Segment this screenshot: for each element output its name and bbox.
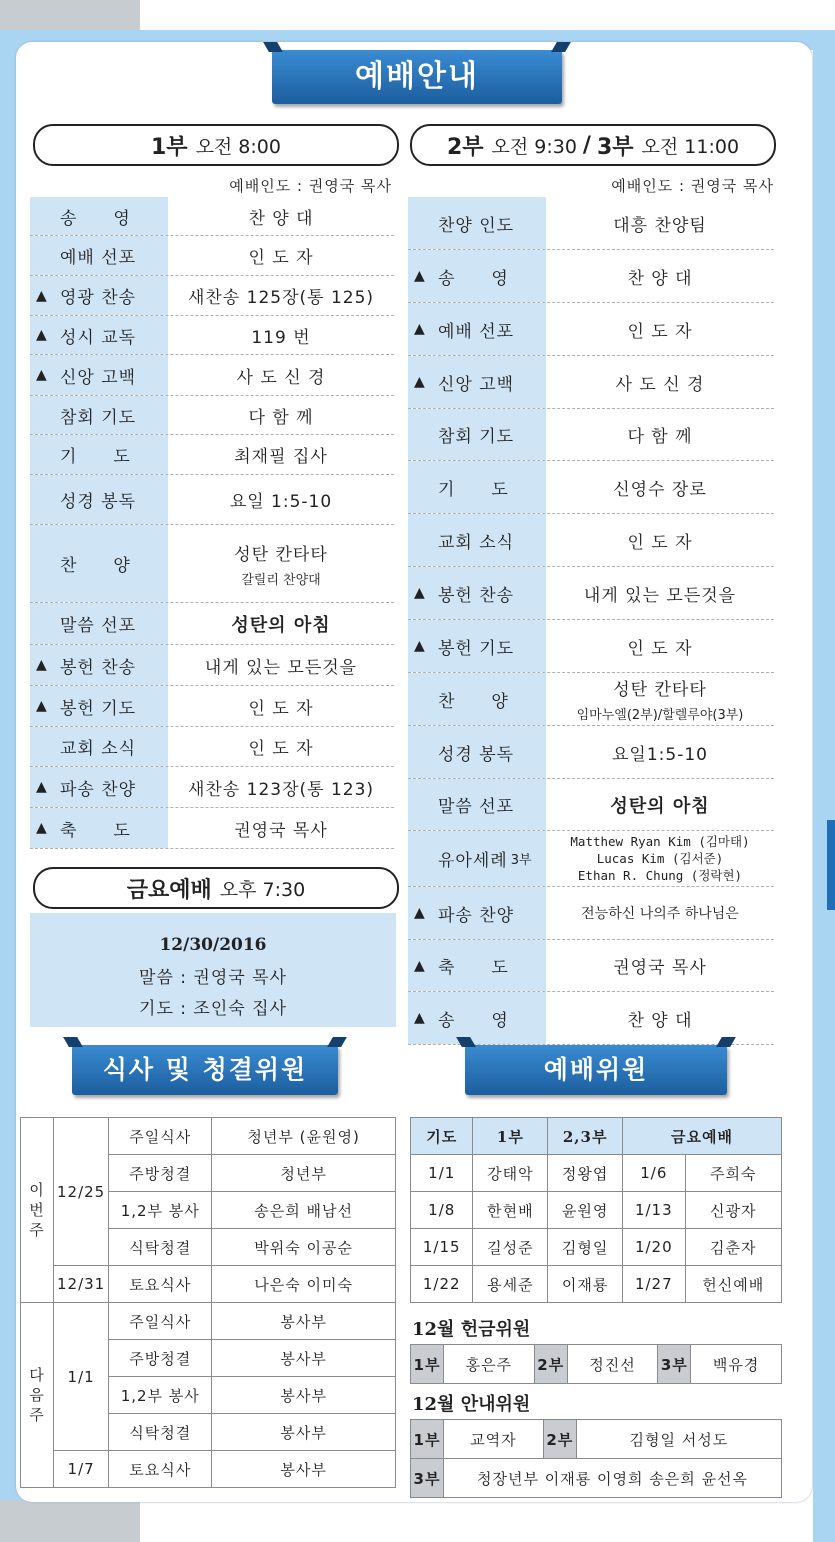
usher-table-row1 <box>410 1419 782 1459</box>
order-value <box>546 831 774 886</box>
worship-cell: 1/6 <box>623 1155 685 1192</box>
bottom-gray-block <box>0 1500 140 1542</box>
baptism-name: Matthew Ryan Kim (김마태) <box>570 834 750 849</box>
order-label <box>408 779 546 830</box>
order-value-text: 성탄의 아침 <box>231 614 331 636</box>
order-label-text: 신앙 고백 <box>438 374 515 395</box>
triangle-mark: ▲ <box>36 820 48 836</box>
order-label <box>30 396 168 434</box>
order-value-text: 권영국 목사 <box>613 958 707 978</box>
order-label-text: 말씀 선포 <box>60 616 137 636</box>
worship-cell: 1/22 <box>411 1266 473 1303</box>
order-label-text: 성경 봉독 <box>438 744 515 765</box>
triangle-mark: ▲ <box>36 287 48 304</box>
order-label <box>408 673 546 725</box>
order-label <box>30 686 168 726</box>
order-value <box>546 940 774 991</box>
worship-header-row <box>411 1118 782 1155</box>
order-label-text: 송 영 <box>438 268 509 289</box>
worship-title: 예배위원 <box>543 1055 649 1084</box>
order-label <box>408 197 546 249</box>
order-row <box>30 686 394 727</box>
meal-assignee: 송은희 배남선 <box>212 1192 396 1229</box>
worship-cell: 이재룡 <box>548 1266 623 1303</box>
usher-service: 2부 <box>543 1420 576 1459</box>
service2-time: 오전 9:30 <box>491 135 577 158</box>
page-title: 예배안내 <box>355 59 479 94</box>
order-value-sub: 갈릴리 찬양대 <box>241 572 321 588</box>
meal-date: 12/31 <box>54 1266 109 1303</box>
order-label-text: 찬 양 <box>60 556 131 576</box>
service1-leader: 예배인도 : 권영국 목사 <box>229 177 392 195</box>
order-label-text: 봉헌 기도 <box>438 638 515 659</box>
offering-row <box>411 1345 782 1384</box>
worship-header-cell: 2,3부 <box>548 1118 623 1155</box>
order-row <box>408 831 774 887</box>
usher-title: 12월 안내위원 <box>412 1394 531 1415</box>
order-label <box>30 276 168 315</box>
order-value <box>546 250 774 302</box>
order-value-text: 찬 양 대 <box>627 1010 693 1031</box>
order-value-text: 성탄 칸타타 <box>613 680 707 700</box>
meal-row <box>21 1451 396 1488</box>
order-row <box>408 514 774 567</box>
service3-name: 3부 <box>596 134 634 160</box>
meal-assignee: 봉사부 <box>212 1303 396 1340</box>
worship-cell: 헌신예배 <box>685 1266 781 1303</box>
order-label-text: 봉헌 찬송 <box>60 657 137 678</box>
triangle-mark: ▲ <box>36 367 48 383</box>
meal-assignee: 봉사부 <box>212 1340 396 1377</box>
order-row <box>408 250 774 303</box>
order-label <box>30 236 168 275</box>
order-row <box>30 727 394 767</box>
friday-name: 금요예배 <box>126 877 212 903</box>
meal-duty: 1,2부 봉사 <box>109 1377 212 1414</box>
order-row <box>30 276 394 316</box>
offering-names: 홍은주 <box>444 1345 535 1384</box>
meal-date: 1/1 <box>54 1303 109 1451</box>
order-row <box>30 603 394 645</box>
worship-cell: 용세준 <box>473 1266 548 1303</box>
worship-cell: 김춘자 <box>685 1229 781 1266</box>
order-row <box>30 808 394 849</box>
order-label-text: 성경 봉독 <box>60 492 137 512</box>
service23-header <box>410 124 776 166</box>
baptism-name: Ethan R. Chung (정락현) <box>577 868 743 883</box>
friday-box <box>30 913 396 1027</box>
meal-assignee: 청년부 <box>212 1155 396 1192</box>
order-value <box>168 645 394 685</box>
order-row <box>408 940 774 992</box>
order-row <box>408 726 774 779</box>
service1-order <box>30 197 394 849</box>
usher-row <box>411 1459 782 1498</box>
worship-banner <box>465 1045 727 1095</box>
meal-duty: 1,2부 봉사 <box>109 1192 212 1229</box>
meal-duty: 식탁청결 <box>109 1414 212 1451</box>
order-label-text: 기 도 <box>60 447 131 467</box>
order-value <box>168 767 394 807</box>
meal-assignee: 봉사부 <box>212 1377 396 1414</box>
worship-cell: 1/15 <box>411 1229 473 1266</box>
order-value-text: 다 함 께 <box>627 427 693 447</box>
triangle-mark: ▲ <box>414 374 426 390</box>
order-label <box>408 726 546 778</box>
order-label <box>408 514 546 566</box>
meal-duty: 주일식사 <box>109 1118 212 1155</box>
order-row <box>408 409 774 461</box>
worship-row <box>411 1229 782 1266</box>
order-value <box>546 673 774 725</box>
order-value-text: 인 도 자 <box>627 638 693 659</box>
order-value-text: 요일1:5-10 <box>612 744 708 765</box>
order-row <box>408 567 774 620</box>
order-value <box>546 567 774 619</box>
order-label <box>30 603 168 644</box>
offering-table <box>410 1344 782 1384</box>
order-value <box>168 435 394 474</box>
order-value <box>168 316 394 354</box>
order-value <box>546 620 774 672</box>
worship-cell: 김형일 <box>548 1229 623 1266</box>
order-row <box>408 620 774 673</box>
order-row <box>408 461 774 514</box>
meal-duty: 주방청결 <box>109 1340 212 1377</box>
order-label-text: 예배 선포 <box>60 248 137 268</box>
order-label-sub: 3부 <box>510 853 532 868</box>
meal-duty: 토요식사 <box>109 1451 212 1488</box>
worship-cell: 정왕엽 <box>548 1155 623 1192</box>
worship-cell: 1/8 <box>411 1192 473 1229</box>
order-label <box>408 250 546 302</box>
meal-assignee: 나은숙 이미숙 <box>212 1266 396 1303</box>
order-label <box>408 831 546 886</box>
meal-date: 1/7 <box>54 1451 109 1488</box>
worship-row <box>411 1155 782 1192</box>
friday-date: 12/30/2016 <box>159 935 267 955</box>
order-row <box>30 396 394 435</box>
order-row <box>30 645 394 686</box>
order-label-text: 교회 소식 <box>438 532 515 553</box>
triangle-mark: ▲ <box>414 585 426 601</box>
order-row <box>408 356 774 409</box>
usher-service: 1부 <box>411 1420 444 1459</box>
next-week-label: 다 음 주 <box>21 1303 54 1488</box>
order-value <box>546 356 774 408</box>
order-label-text: 신앙 고백 <box>60 367 137 388</box>
order-value <box>546 303 774 355</box>
order-value <box>546 461 774 513</box>
order-value-text: 새찬송 125장(통 125) <box>187 288 375 308</box>
order-label-text: 참회 기도 <box>60 407 137 428</box>
order-value <box>168 355 394 395</box>
meal-date: 12/25 <box>54 1118 109 1266</box>
order-value-text: 성탄의 아침 <box>610 795 710 817</box>
order-value <box>546 409 774 460</box>
meal-duty: 토요식사 <box>109 1266 212 1303</box>
triangle-mark: ▲ <box>414 268 426 284</box>
usher-names: 김형일 서성도 <box>576 1420 781 1459</box>
worship-cell: 주희숙 <box>685 1155 781 1192</box>
offering-service: 1부 <box>411 1345 444 1384</box>
order-label-text: 말씀 선포 <box>438 797 515 817</box>
order-row <box>30 435 394 475</box>
meal-title: 식사 및 청결위원 <box>102 1055 308 1084</box>
order-value-text: 사 도 신 경 <box>236 367 326 388</box>
offering-service: 3부 <box>658 1345 691 1384</box>
order-value <box>546 726 774 778</box>
service-separator: / <box>582 132 591 158</box>
order-row <box>30 525 394 603</box>
order-value <box>168 603 394 644</box>
worship-cell: 1/27 <box>623 1266 685 1303</box>
worship-cell: 윤원영 <box>548 1192 623 1229</box>
order-value <box>168 525 394 602</box>
title-banner <box>272 50 562 104</box>
order-label <box>408 461 546 513</box>
worship-cell: 강태악 <box>473 1155 548 1192</box>
worship-header-cell: 금요예배 <box>623 1118 782 1155</box>
order-label-text: 교회 소식 <box>60 739 137 759</box>
order-value <box>168 276 394 315</box>
triangle-mark: ▲ <box>36 698 48 714</box>
order-label <box>30 727 168 766</box>
order-label <box>30 808 168 848</box>
order-label <box>30 525 168 602</box>
usher-names: 청장년부 이재룡 이영희 송은희 윤선옥 <box>444 1459 782 1498</box>
offering-title: 12월 헌금위원 <box>412 1319 531 1340</box>
order-row <box>30 355 394 396</box>
worship-cell: 1/13 <box>623 1192 685 1229</box>
order-value <box>546 887 774 939</box>
triangle-mark: ▲ <box>414 957 426 974</box>
order-value-text: 새찬송 123장(통 123) <box>187 779 375 800</box>
friday-time: 오후 7:30 <box>219 878 306 901</box>
order-label-text: 봉헌 기도 <box>60 698 137 719</box>
right-accent-bar <box>827 820 835 910</box>
order-value <box>168 727 394 766</box>
order-value-text: 119 번 <box>251 327 311 348</box>
order-label-text: 찬양 인도 <box>438 215 515 236</box>
order-value <box>168 396 394 434</box>
triangle-mark: ▲ <box>414 321 426 337</box>
order-label-text: 축 도 <box>60 820 131 841</box>
order-label <box>30 355 168 395</box>
order-label-text: 송 영 <box>438 1010 509 1031</box>
usher-names: 교역자 <box>444 1420 544 1459</box>
meal-assignee: 봉사부 <box>212 1451 396 1488</box>
order-label <box>30 197 168 235</box>
worship-cell: 1/20 <box>623 1229 685 1266</box>
order-value-text: 신영수 장로 <box>613 479 707 500</box>
offering-names: 정진선 <box>567 1345 658 1384</box>
order-row <box>408 303 774 356</box>
usher-table-row2 <box>410 1458 782 1498</box>
service1-header <box>33 124 399 166</box>
order-value-text: 인 도 자 <box>248 698 314 719</box>
baptism-name: Lucas Kim (김서준) <box>596 851 724 866</box>
order-value-text: 찬 양 대 <box>627 268 693 289</box>
order-label-text: 파송 찬양 <box>60 779 137 800</box>
this-week-label: 이 번 주 <box>21 1118 54 1303</box>
order-label-text: 기 도 <box>438 479 509 500</box>
order-label-text: 파송 찬양 <box>438 905 515 926</box>
order-value <box>168 236 394 275</box>
meal-table <box>20 1117 396 1488</box>
order-value-text: 내게 있는 모든것을 <box>204 657 358 678</box>
worship-row <box>411 1266 782 1303</box>
triangle-mark: ▲ <box>414 905 426 921</box>
service23-leader: 예배인도 : 권영국 목사 <box>611 177 774 195</box>
triangle-mark: ▲ <box>36 327 48 343</box>
order-value <box>546 197 774 249</box>
order-value <box>168 808 394 848</box>
order-label <box>408 620 546 672</box>
order-label-text: 예배 선포 <box>438 321 515 342</box>
meal-assignee: 청년부 (윤원영) <box>212 1118 396 1155</box>
worship-cell: 1/1 <box>411 1155 473 1192</box>
meal-duty: 주방청결 <box>109 1155 212 1192</box>
order-value-text: 내게 있는 모든것을 <box>583 585 737 606</box>
order-value-text: 대흥 찬양팀 <box>613 215 707 236</box>
order-label-text: 송 영 <box>60 208 131 229</box>
order-label-text: 성시 교독 <box>60 327 137 348</box>
order-value-text: 전능하신 나의주 하나님은 <box>581 906 739 922</box>
order-label <box>30 475 168 524</box>
service3-time: 오전 11:00 <box>641 135 740 158</box>
order-value-text: 인 도 자 <box>248 248 314 268</box>
service1-name: 1부 <box>151 134 188 160</box>
right-blue-band <box>813 30 835 1542</box>
order-row <box>30 767 394 808</box>
order-value <box>168 475 394 524</box>
meal-banner <box>72 1045 338 1095</box>
order-label <box>408 356 546 408</box>
meal-assignee: 봉사부 <box>212 1414 396 1451</box>
order-value-text: 요일 1:5-10 <box>229 492 333 512</box>
order-value-text: 사 도 신 경 <box>615 374 705 395</box>
service23-order <box>408 197 774 1045</box>
meal-row <box>21 1303 396 1340</box>
order-value <box>546 514 774 566</box>
worship-header-cell: 1부 <box>473 1118 548 1155</box>
order-label <box>408 303 546 355</box>
order-value-text: 인 도 자 <box>248 739 314 759</box>
order-value-text: 최재필 집사 <box>234 447 328 467</box>
triangle-mark: ▲ <box>36 657 48 673</box>
order-row <box>30 236 394 276</box>
order-value-text: 인 도 자 <box>627 532 693 553</box>
order-row <box>408 197 774 250</box>
service2-name: 2부 <box>446 134 484 160</box>
order-value-sub: 임마누엘(2부)/할렐루야(3부) <box>576 708 744 723</box>
order-label <box>408 887 546 939</box>
worship-header-cell: 기도 <box>411 1118 473 1155</box>
worship-cell: 길성준 <box>473 1229 548 1266</box>
meal-row <box>21 1266 396 1303</box>
order-label <box>30 645 168 685</box>
order-label <box>408 940 546 991</box>
order-value-text: 인 도 자 <box>627 321 693 342</box>
usher-service: 3부 <box>411 1459 444 1498</box>
order-value <box>168 197 394 235</box>
order-label-text: 봉헌 찬송 <box>438 585 515 606</box>
order-value <box>546 992 774 1044</box>
order-value-text: 권영국 목사 <box>234 820 328 841</box>
order-label-text: 영광 찬송 <box>60 288 137 308</box>
order-label-text: 축 도 <box>438 958 509 978</box>
worship-table <box>410 1117 782 1303</box>
order-label-text: 참회 기도 <box>438 427 515 447</box>
offering-service: 2부 <box>534 1345 567 1384</box>
worship-cell: 신광자 <box>685 1192 781 1229</box>
order-value <box>546 779 774 830</box>
triangle-mark: ▲ <box>414 638 426 654</box>
order-row <box>30 316 394 355</box>
offering-names: 백유경 <box>691 1345 782 1384</box>
order-label <box>408 567 546 619</box>
worship-cell: 한현배 <box>473 1192 548 1229</box>
order-label-text: 찬 양 <box>438 691 509 712</box>
order-row <box>408 779 774 831</box>
meal-row <box>21 1118 396 1155</box>
worship-row <box>411 1192 782 1229</box>
order-label <box>408 992 546 1044</box>
order-row <box>30 475 394 525</box>
friday-prayer: 기도 : 조인숙 집사 <box>139 999 287 1019</box>
meal-duty: 주일식사 <box>109 1303 212 1340</box>
order-label-text: 유아세례 <box>438 851 508 871</box>
order-label <box>30 316 168 354</box>
meal-duty: 식탁청결 <box>109 1229 212 1266</box>
order-row <box>30 197 394 236</box>
order-row <box>408 673 774 726</box>
friday-header <box>33 867 399 909</box>
usher-row <box>411 1420 782 1459</box>
meal-assignee: 박위숙 이공순 <box>212 1229 396 1266</box>
order-value <box>168 686 394 726</box>
order-label <box>30 767 168 807</box>
order-value-text: 성탄 칸타타 <box>234 544 328 565</box>
order-value-text: 다 함 께 <box>248 407 314 428</box>
order-label <box>408 409 546 460</box>
order-row <box>408 887 774 940</box>
order-label <box>30 435 168 474</box>
service1-time: 오전 8:00 <box>195 135 281 158</box>
order-value-text: 찬 양 대 <box>248 208 314 229</box>
friday-sermon: 말씀 : 권영국 목사 <box>139 968 287 988</box>
triangle-mark: ▲ <box>36 779 48 795</box>
triangle-mark: ▲ <box>414 1010 426 1026</box>
